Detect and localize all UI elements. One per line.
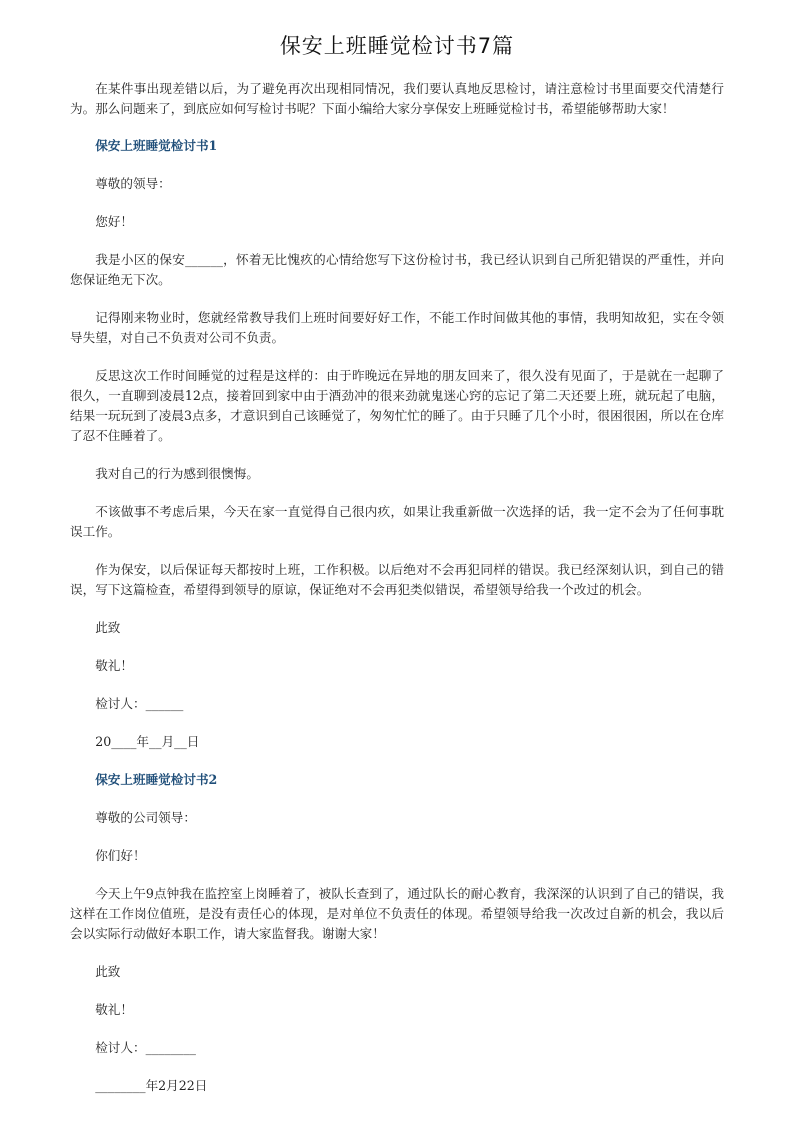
date-line: ________年2月22日 bbox=[95, 1078, 208, 1093]
intro-paragraph: 在某件事出现差错以后，为了避免再次出现相同情况，我们要认真地反思检讨，请注意检讨书里面要交代清楚行为。那么问题来了，到底应如何写检讨书呢？下面小编给大家分享保安上班睡觉检讨书，希望能够帮助大家！ bbox=[70, 81, 724, 116]
body-paragraph: 记得刚来物业时，您就经常教导我们上班时间要好好工作，不能工作时间做其他的事情，我明知故犯，实在令领导失望，对自己不负责对公司不负责。 bbox=[70, 310, 724, 345]
body-paragraph: 我对自己的行为感到很懊悔。 bbox=[95, 466, 259, 481]
body-paragraph: 今天上午9点钟我在监控室上岗睡着了，被队长查到了，通过队长的耐心教育，我深深的认识到了自己的错误，我这样在工作岗位值班，是没有责任心的体现，是对单位不负责任的体现。希望领导给我一次改过自新的机会，我以后会以实际行动做好本职工作，请大家监督我。谢谢大家！ bbox=[70, 886, 724, 941]
greeting-2: 你们好！ bbox=[95, 848, 146, 863]
body-paragraph: 反思这次工作时间睡觉的过程是这样的：由于昨晚远在异地的朋友回来了，很久没有见面了，于是就在一起聊了很久，一直聊到凌晨12点，接着回到家中由于酒劲冲的很来劲就鬼迷心窍的忘记了第二天还要上班，就玩起了电脑，结果一玩玩到了凌晨3点多，才意识到自己该睡觉了，匆匆忙忙的睡了。由于只睡了几个小时，很困很困，所以在仓库了忍不住睡着了。 bbox=[70, 368, 724, 443]
body-paragraph: 作为保安，以后保证每天都按时上班，工作积极。以后绝对不会再犯同样的错误。我已经深刻认识，到自己的错误，写下这篇检查，希望得到领导的原谅，保证绝对不会再犯类似错误，希望领导给我一个改过的机会。 bbox=[70, 562, 724, 597]
date-line: 20____年__月__日 bbox=[95, 734, 200, 749]
closing-line: 此致 bbox=[95, 620, 121, 635]
salutation-1: 尊敬的领导： bbox=[95, 176, 171, 191]
page-title: 保安上班睡觉检讨书7篇 bbox=[279, 34, 515, 58]
salutation-2: 尊敬的公司领导： bbox=[95, 810, 196, 825]
body-paragraph: 不该做事不考虑后果，今天在家一直觉得自己很内疚，如果让我重新做一次选择的话，我一定不会为了任何事耽误工作。 bbox=[70, 504, 724, 539]
signer-line: 检讨人：______ bbox=[95, 696, 184, 711]
greeting-1: 您好！ bbox=[95, 214, 133, 229]
body-paragraph: 我是小区的保安______，怀着无比愧疚的心情给您写下这份检讨书，我已经认识到自己所犯错误的严重性，并向您保证绝无下次。 bbox=[70, 252, 724, 287]
closing-line: 此致 bbox=[95, 964, 121, 979]
signer-line: 检讨人：________ bbox=[95, 1040, 196, 1055]
section-heading-1: 保安上班睡觉检讨书1 bbox=[95, 138, 218, 153]
closing-line: 敬礼！ bbox=[95, 658, 133, 673]
section-heading-2: 保安上班睡觉检讨书2 bbox=[95, 772, 218, 787]
closing-line: 敬礼！ bbox=[95, 1002, 133, 1017]
